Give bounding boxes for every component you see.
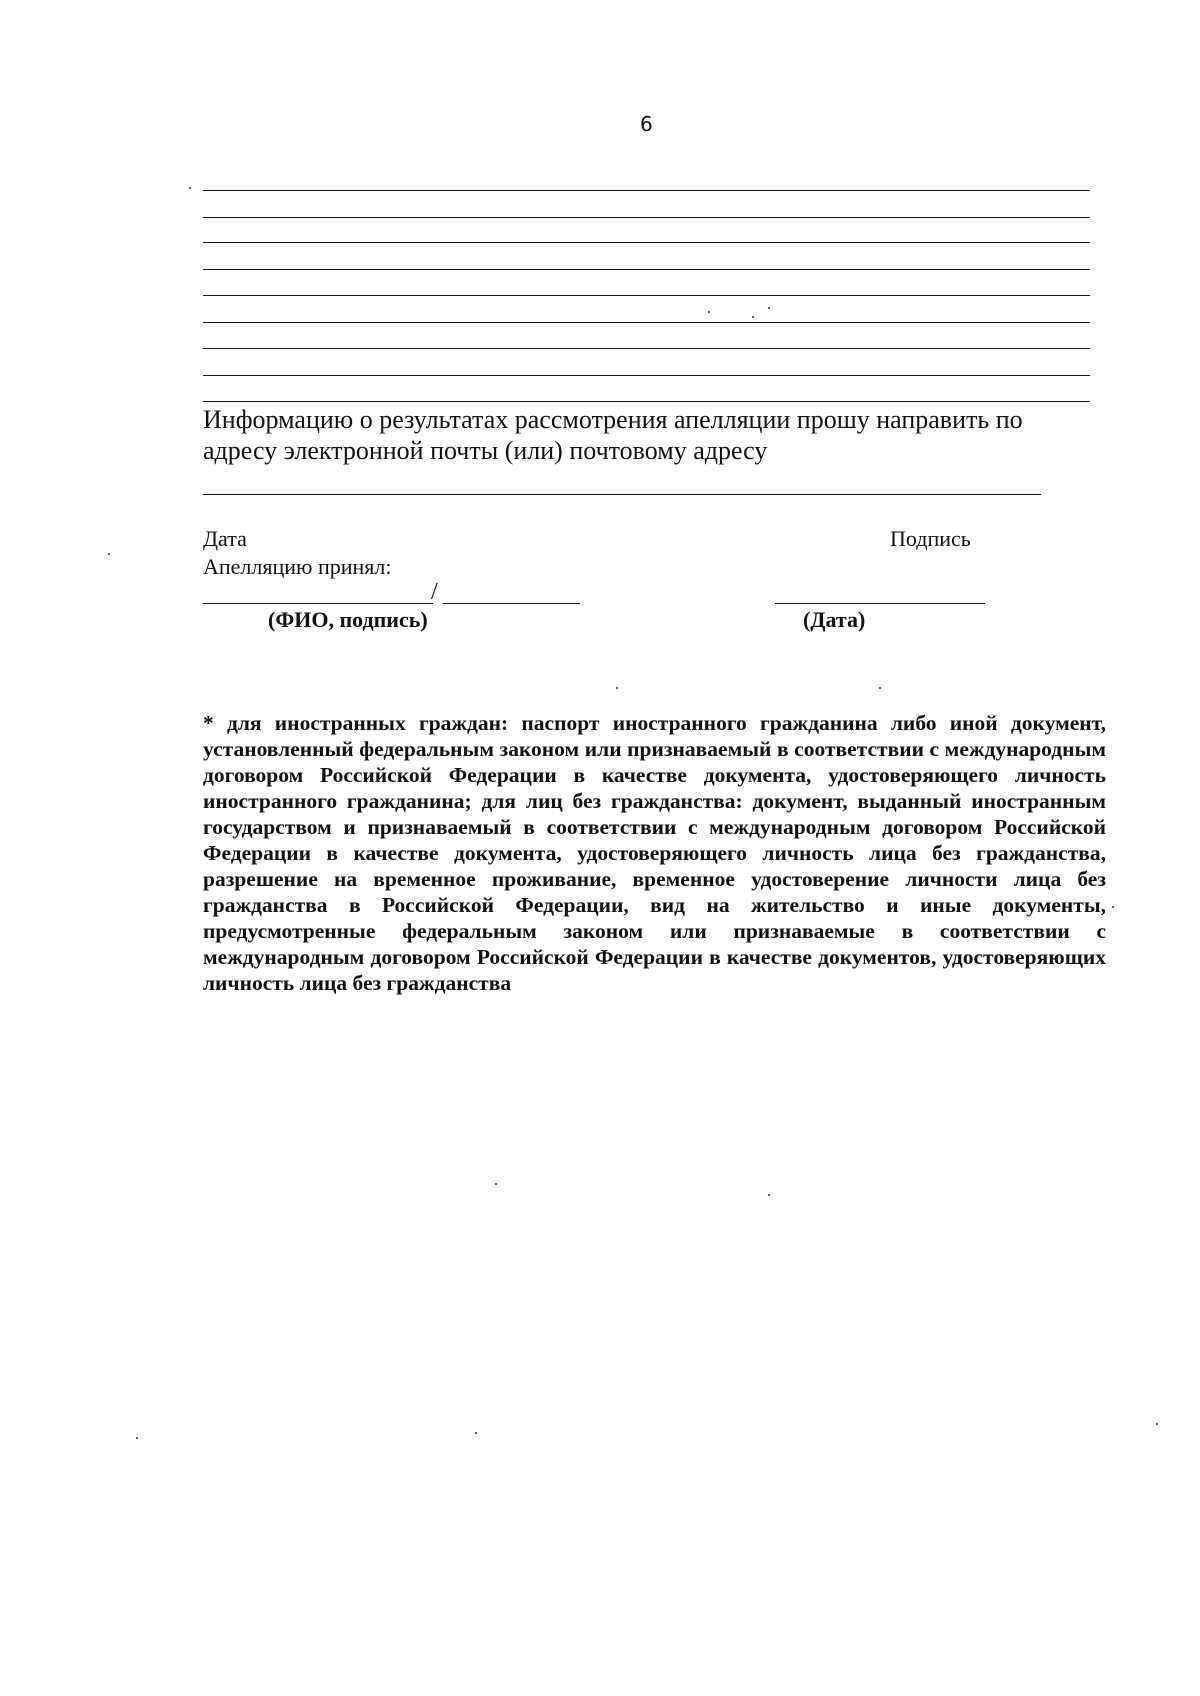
signature-label: Подпись (890, 526, 971, 551)
blank-line-1 (203, 190, 1090, 191)
footnote-text: * для иностранных граждан: паспорт иностранного гражданина либо иной документ, установленный федеральным законом или признаваемый в соответствии с международным договором Российской Федерации в качестве документа, удостоверяющего личность иностранного гражданина; для лиц без гражданства: документ, выданный иностранным государством и признаваемый в соответствии с международным договором Российской Федерации в качестве документа, удостоверяющего личность лица без гражданства, разрешение на временное проживание, временное удостоверение личности лица без гражданства в Российской Федерации, вид на жительство и иные документы, предусмотренные федеральным законом или признаваемые в соответствии с международным договором Российской Федерации в качестве документов, удостоверяющих личность лица без гражданства (203, 711, 1106, 995)
blank-line-2 (203, 217, 1090, 218)
scan-speck (879, 687, 881, 689)
signature-line (443, 603, 580, 604)
date-label: Дата (203, 526, 247, 551)
blank-line-9 (203, 401, 1090, 402)
blank-line-5 (203, 295, 1090, 296)
scan-speck (189, 187, 191, 189)
blank-line-8 (203, 375, 1090, 376)
date-caption: (Дата) (803, 607, 866, 632)
info-request-text: Информацию о результатах рассмотрения апелляции прошу направить по адресу электронной почты (или) почтовому адресу (203, 405, 1023, 465)
scan-speck (768, 1194, 770, 1196)
scan-speck (136, 1437, 138, 1439)
scan-speck (708, 311, 710, 313)
scan-speck (616, 687, 618, 689)
scan-speck (1112, 906, 1114, 908)
scan-speck (108, 553, 110, 555)
blank-line-3 (203, 242, 1090, 243)
fio-line (203, 603, 433, 604)
scan-speck (752, 316, 754, 318)
date-line (775, 603, 985, 604)
scan-speck (1156, 1423, 1158, 1425)
address-line (203, 494, 1041, 495)
accepted-label: Апелляцию принял: (203, 554, 392, 579)
scan-speck (475, 1432, 477, 1434)
fio-caption: (ФИО, подпись) (268, 607, 428, 632)
blank-line-4 (203, 269, 1090, 270)
slash-separator: / (431, 579, 438, 605)
scan-speck (768, 307, 770, 309)
blank-line-7 (203, 348, 1090, 349)
scan-speck (495, 1183, 497, 1185)
page-number: 6 (640, 112, 653, 136)
blank-line-6 (203, 322, 1090, 323)
